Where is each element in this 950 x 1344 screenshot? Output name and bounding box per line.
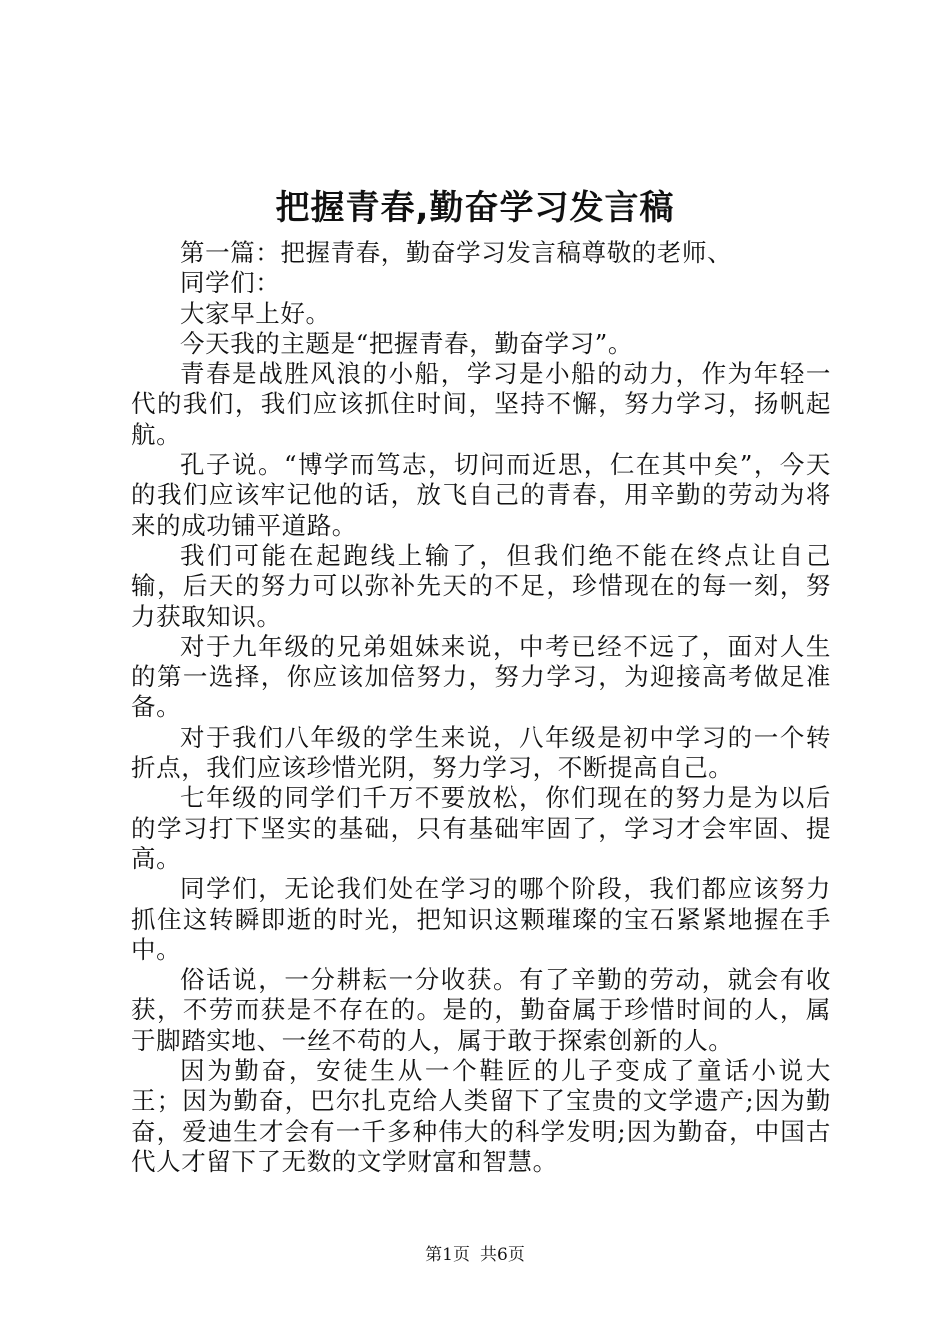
paragraph: 今天我的主题是“把握青春，勤奋学习”。 — [180, 328, 633, 358]
paragraph: 孔子说。“博学而笃志，切问而近思，仁在其中矣”，今天的我们应该牢记他的话，放飞自己的青春，用辛勤的劳动为将来的成功铺平道路。 — [131, 450, 831, 540]
paragraph: 因为勤奋，安徒生从一个鞋匠的儿子变成了童话小说大王；因为勤奋，巴尔扎克给人类留下了宝贵的文学遗产;因为勤奋，爱迪生才会有一千多种伟大的科学发明;因为勤奋，中国古代人才留下了无数的文学财富和智慧。 — [131, 1056, 831, 1176]
paragraph: 大家早上好。 — [180, 298, 331, 328]
paragraph: 对于我们八年级的学生来说，八年级是初中学习的一个转折点，我们应该珍惜光阴，努力学习，不断提高自己。 — [131, 722, 831, 783]
paragraph: 我们可能在起跑线上输了，但我们绝不能在终点让自己输，后天的努力可以弥补先天的不足，珍惜现在的每一刻，努力获取知识。 — [131, 540, 831, 631]
page-total: 共6页 — [480, 1245, 525, 1265]
paragraph: 俗话说，一分耕耘一分收获。有了辛勤的劳动，就会有收获，不劳而获是不存在的。是的，勤奋属于珍惜时间的人，属于脚踏实地、一丝不苟的人，属于敢于探索创新的人。 — [131, 965, 831, 1055]
paragraph: 青春是战胜风浪的小船，学习是小船的动力，作为年轻一代的我们，我们应该抓住时间，坚持不懈，努力学习，扬帆起航。 — [131, 359, 831, 449]
page-footer — [0, 1243, 950, 1267]
paragraph: 对于九年级的兄弟姐妹来说，中考已经不远了，面对人生的第一选择，你应该加倍努力，努力学习，为迎接高考做足准备。 — [131, 631, 831, 722]
paragraph: 七年级的同学们千万不要放松，你们现在的努力是为以后的学习打下坚实的基础，只有基础牢固了，学习才会牢固、提高。 — [131, 783, 831, 873]
paragraph: 同学们，无论我们处在学习的哪个阶段，我们都应该努力抓住这转瞬即逝的时光，把知识这颗璀璨的宝石紧紧地握在手中。 — [131, 874, 831, 964]
page-number: 第1页 — [425, 1245, 470, 1265]
paragraph: 第一篇：把握青春，勤奋学习发言稿尊敬的老师、 — [180, 238, 733, 267]
document-body — [131, 238, 831, 1177]
paragraph: 同学们： — [180, 268, 281, 298]
document-title: 把握青春,勤奋学习发言稿 — [275, 188, 675, 228]
